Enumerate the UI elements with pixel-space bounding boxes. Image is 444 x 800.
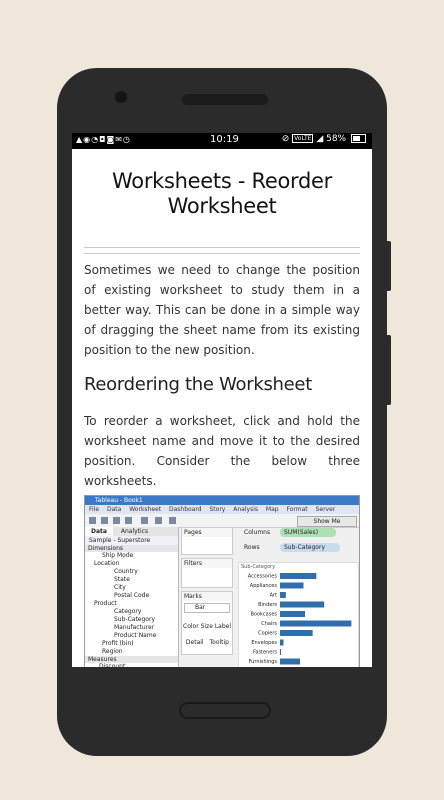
data-tabs xyxy=(85,527,178,536)
tree-item: City xyxy=(114,584,126,591)
mark-size-button: Size xyxy=(200,623,213,630)
menu-item: Dashboard xyxy=(169,506,202,513)
redo-icon xyxy=(113,517,120,524)
view-pane xyxy=(236,527,359,667)
page-title: Worksheets - Reorder Worksheet xyxy=(112,169,332,218)
bar xyxy=(280,659,300,665)
speaker-grille xyxy=(182,94,268,105)
cards-pane xyxy=(181,527,233,667)
bar-label: Art xyxy=(269,592,277,599)
divider xyxy=(84,247,360,248)
home-button[interactable] xyxy=(179,702,271,719)
mute-icon: ⊘ xyxy=(281,134,290,144)
clear-icon xyxy=(169,517,176,524)
tree-item: Manufacturer xyxy=(114,624,155,631)
pages-label: Pages xyxy=(182,528,232,537)
tab-data: Data xyxy=(85,527,113,536)
power-button[interactable] xyxy=(386,335,391,405)
measures-header: Measures xyxy=(85,656,178,663)
bar-label: Bookcases xyxy=(250,611,277,618)
intro-paragraph: Sometimes we need to change the position of existing worksheet to study them in a better way. This can be done in a simple way of dragging the sheet name from its existing position to the new position. xyxy=(84,263,360,357)
pages-card xyxy=(181,527,233,555)
section-paragraph: To reorder a worksheet, click and hold the worksheet name and move it to the desired position. Consider the below three worksheets. xyxy=(84,414,360,488)
bar xyxy=(280,611,305,617)
tree-item: Location xyxy=(94,560,120,567)
status-right xyxy=(282,134,366,144)
section-heading: Reordering the Worksheet xyxy=(84,374,312,395)
bar-label: Accessories xyxy=(247,573,277,580)
tree-item: Postal Code xyxy=(114,592,150,599)
tree-item: Product Name xyxy=(114,632,157,639)
show-me-button: Show Me xyxy=(297,516,357,527)
add-sheet-icon xyxy=(141,517,148,524)
menu-bar xyxy=(85,505,359,514)
bar-label: Appliances xyxy=(249,583,277,589)
dimension-tree xyxy=(85,552,178,656)
bar-label: Chairs xyxy=(261,621,277,627)
status-bar xyxy=(72,133,372,149)
tableau-screenshot xyxy=(84,495,360,667)
tree-item: Category xyxy=(114,608,142,615)
columns-label: Columns xyxy=(244,529,271,536)
menu-item: Map xyxy=(265,506,279,513)
bar xyxy=(280,592,286,598)
rows-pill: Sub-Category xyxy=(280,543,340,552)
front-camera xyxy=(115,91,127,103)
mark-detail-button: Detail xyxy=(185,639,204,646)
tree-item: Sub-Category xyxy=(114,616,155,623)
tree-item: Ship Mode xyxy=(102,552,134,559)
chart-svg xyxy=(239,563,358,667)
tree-item: State xyxy=(114,576,130,583)
columns-shelf xyxy=(236,527,359,538)
article xyxy=(84,149,360,667)
bar-label: Furnishings xyxy=(248,659,277,665)
window-title: Tableau - Book1 xyxy=(85,496,359,505)
volte-badge: VoLTE xyxy=(294,135,312,142)
rows-label: Rows xyxy=(244,544,260,551)
bar-label: Copiers xyxy=(258,630,277,637)
notification-icons: ▲◉◔◘◙✉◷ xyxy=(76,135,131,144)
tree-item: Country xyxy=(114,568,138,575)
bar-label: Envelopes xyxy=(251,640,277,646)
datasource-name: Sample - Superstore xyxy=(85,536,178,545)
menu-item: File xyxy=(89,506,100,513)
menu-item: Analysis xyxy=(233,506,258,513)
duplicate-icon xyxy=(155,517,162,524)
screen xyxy=(72,133,372,667)
toolbar xyxy=(85,514,359,528)
mark-label-button: Label xyxy=(214,623,231,630)
divider xyxy=(84,253,360,254)
filters-label: Filters xyxy=(182,559,232,568)
bar xyxy=(280,583,304,589)
battery-icon xyxy=(351,134,366,143)
tree-item: Product xyxy=(94,600,117,607)
bar xyxy=(280,640,283,646)
subcategory-header: Sub-Category xyxy=(241,564,276,570)
menu-item: Story xyxy=(209,506,226,513)
rows-shelf xyxy=(236,542,359,553)
menu-item: Format xyxy=(286,506,308,513)
bar xyxy=(280,573,316,579)
bar xyxy=(280,649,281,655)
mark-type-select: Bar xyxy=(184,603,230,613)
menu-item: Worksheet xyxy=(129,506,162,513)
filters-card xyxy=(181,558,233,588)
bar xyxy=(280,602,324,608)
tree-item: Profit (bin) xyxy=(102,640,134,647)
battery-percent: 58% xyxy=(326,134,347,144)
menu-item: Data xyxy=(106,506,122,513)
tableau-logo-icon xyxy=(89,517,96,524)
save-icon xyxy=(125,517,132,524)
tab-analytics: Analytics xyxy=(120,528,149,535)
bar-label: Binders xyxy=(258,602,277,608)
mark-tooltip-button: Tooltip xyxy=(209,639,229,646)
bar xyxy=(280,630,313,636)
volume-button[interactable] xyxy=(386,241,391,291)
signal-icon: ◢ xyxy=(316,134,324,144)
bar xyxy=(280,621,351,627)
marks-label: Marks xyxy=(182,592,232,601)
data-pane xyxy=(85,527,179,667)
undo-icon xyxy=(101,517,108,524)
mark-color-button: Color xyxy=(183,623,199,630)
bar-label: Fasteners xyxy=(252,649,277,656)
bar-chart xyxy=(238,562,359,667)
clock: 10:19 xyxy=(210,134,239,145)
columns-pill: SUM(Sales) xyxy=(280,528,336,537)
measure-item: Discount xyxy=(99,663,126,667)
dimensions-header: Dimensions xyxy=(85,545,178,552)
marks-card xyxy=(181,591,233,655)
menu-item: Server xyxy=(315,506,336,513)
tree-item: Region xyxy=(102,648,123,655)
